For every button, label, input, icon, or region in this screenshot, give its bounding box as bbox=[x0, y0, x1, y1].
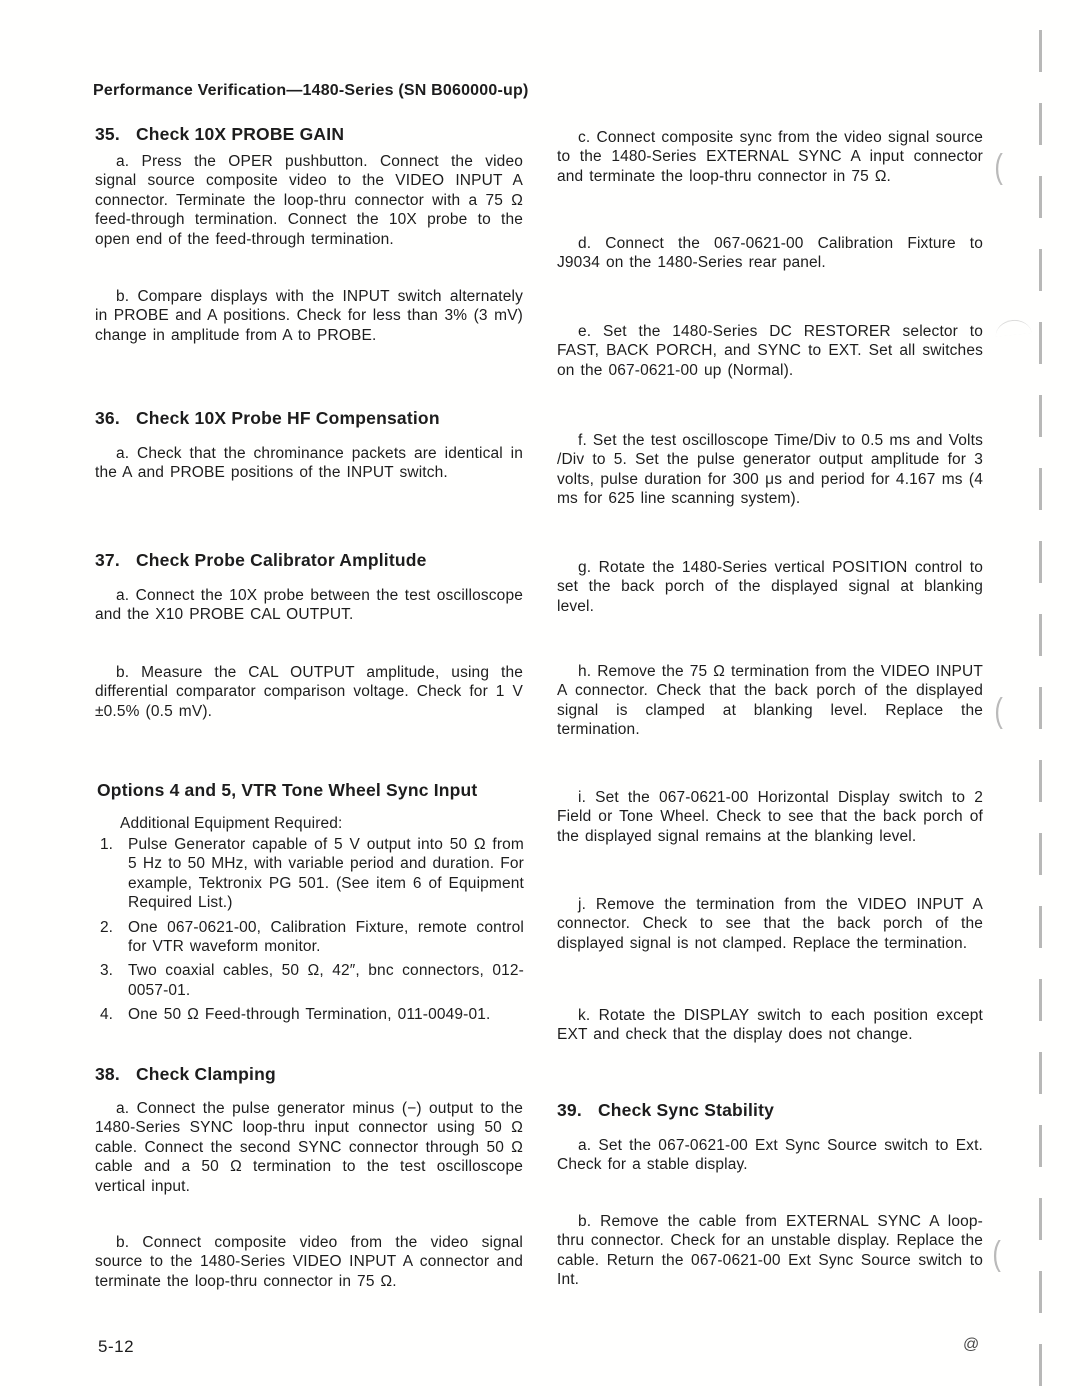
section-35-step-c: c. Connect composite sync from the video signal source to the 1480-Series EXTERNAL SYNC A input connector and terminate the loop-thru connector in 75 Ω. bbox=[557, 129, 983, 185]
section-38-number: 38. bbox=[95, 1064, 120, 1084]
section-37-heading bbox=[95, 550, 427, 571]
scan-artifact-edge-marks bbox=[1039, 30, 1042, 1390]
footer-copyright-mark: @ bbox=[963, 1336, 980, 1353]
section-37-number: 37. bbox=[95, 550, 120, 570]
list-item bbox=[100, 918, 524, 957]
section-39-step-a: a. Set the 067-0621-00 Ext Sync Source switch to Ext. Check for a stable display. bbox=[557, 1137, 983, 1174]
section-39-step-b: b. Remove the cable from EXTERNAL SYNC A loop-thru connector. Check for an unstable display. Replace the cable. Return the 067-0621-00 Ext Sync Source switch to Int. bbox=[557, 1213, 983, 1289]
list-item-number: 3. bbox=[100, 962, 113, 980]
list-item-number: 1. bbox=[100, 836, 113, 853]
section-36-heading bbox=[95, 408, 440, 429]
list-item-text: One 067-0621-00, Calibration Fixture, remote control for VTR waveform monitor. bbox=[128, 918, 524, 956]
section-37-step-b: b. Measure the CAL OUTPUT amplitude, using the differential comparator comparison voltage. Check for 1 V ±0.5% (0.5 mV). bbox=[95, 664, 523, 720]
section-39-heading bbox=[557, 1100, 774, 1121]
list-item-text: Two coaxial cables, 50 Ω, 42″, bnc connectors, 012-0057-01. bbox=[128, 962, 524, 999]
scan-artifact-paren-mark: ( bbox=[992, 1235, 1001, 1273]
options-equipment-list bbox=[100, 835, 524, 1030]
section-35-step-a: a. Press the OPER pushbutton. Connect the video signal source composite video to the VIDEO INPUT A connector. Terminate the loop-thru connector with a 75 Ω feed-through termination. Connect the 10X probe to the open end of the feed-through termination. bbox=[95, 153, 523, 248]
section-35-number: 35. bbox=[95, 124, 120, 144]
section-35-step-d: d. Connect the 067-0621-00 Calibration Fixture to J9034 on the 1480-Series rear panel. bbox=[557, 235, 983, 272]
section-37-step-a: a. Connect the 10X probe between the test oscilloscope and the X10 PROBE CAL OUTPUT. bbox=[95, 587, 523, 624]
section-35-step-h: h. Remove the 75 Ω termination from the VIDEO INPUT A connector. Check that the back porch of the displayed signal is clamped at blanking level. Replace the termination. bbox=[557, 663, 983, 739]
scan-artifact-paren-mark: ( bbox=[994, 692, 1003, 730]
section-39-number: 39. bbox=[557, 1100, 582, 1120]
list-item bbox=[100, 961, 524, 1000]
options-heading: Options 4 and 5, VTR Tone Wheel Sync Input bbox=[97, 780, 478, 800]
section-36-title: Check 10X Probe HF Compensation bbox=[135, 408, 440, 428]
section-36-number: 36. bbox=[95, 408, 120, 428]
list-item-text: Pulse Generator capable of 5 V output into 50 Ω from 5 Hz to 50 MHz, with variable period and duration. For example, Tektronix PG 501. (See item 6 of Equipment Required List.) bbox=[128, 836, 524, 912]
section-38-step-b: b. Connect composite video from the video signal source to the 1480-Series VIDEO INPUT A connector and terminate the loop-thru connector in 75 Ω. bbox=[95, 1234, 523, 1290]
running-header: Performance Verification—1480-Series (SN B060000-up) bbox=[93, 82, 529, 99]
list-item-text: One 50 Ω Feed-through Termination, 011-0049-01. bbox=[128, 1006, 491, 1024]
scan-artifact-paren-mark: ( bbox=[994, 148, 1003, 186]
section-35-step-b: b. Compare displays with the INPUT switch alternately in PROBE and A positions. Check for less than 3% (3 mV) change in amplitude from A to PROBE. bbox=[95, 288, 523, 344]
options-equipment-intro: Additional Equipment Required: bbox=[120, 815, 343, 832]
section-35-step-j: j. Remove the termination from the VIDEO INPUT A connector. Check to see that the back porch of the displayed signal is not clamped. Replace the termination. bbox=[557, 896, 983, 952]
section-35-step-f: f. Set the test oscilloscope Time/Div to 0.5 ms and Volts /Div to 5. Set the pulse generator output amplitude for 3 volts, pulse duration for 300 μs and period for 4.167 ms (4 ms for 625 line scanning system). bbox=[557, 432, 983, 508]
section-35-step-i: i. Set the 067-0621-00 Horizontal Display switch to 2 Field or Tone Wheel. Check to see that the back porch of the displayed signal remains at the blanking level. bbox=[557, 789, 983, 845]
list-item bbox=[100, 835, 524, 913]
list-item bbox=[100, 1005, 524, 1024]
section-35-step-g: g. Rotate the 1480-Series vertical POSITION control to set the back porch of the displayed signal at blanking level. bbox=[557, 559, 983, 615]
section-37-title: Check Probe Calibrator Amplitude bbox=[135, 550, 427, 570]
section-39-title: Check Sync Stability bbox=[597, 1100, 775, 1120]
section-38-heading bbox=[95, 1064, 276, 1085]
list-item-number: 2. bbox=[100, 918, 113, 936]
section-35-step-k: k. Rotate the DISPLAY switch to each position except EXT and check that the display does not change. bbox=[557, 1007, 983, 1044]
page-number: 5-12 bbox=[98, 1337, 135, 1356]
section-35-title: Check 10X PROBE GAIN bbox=[135, 124, 345, 144]
section-35-step-e: e. Set the 1480-Series DC RESTORER selector to FAST, BACK PORCH, and SYNC to EXT. Set all switches on the 067-0621-00 up (Normal). bbox=[557, 323, 983, 379]
section-35-heading bbox=[95, 124, 344, 145]
section-38-step-a: a. Connect the pulse generator minus (−) output to the 1480-Series SYNC loop-thru input connector using 50 Ω cable. Connect the second SYNC connector through 50 Ω cable and a 50 Ω termination to the test oscilloscope vertical input. bbox=[95, 1100, 523, 1195]
section-38-title: Check Clamping bbox=[135, 1064, 276, 1084]
section-36-step-a: a. Check that the chrominance packets are identical in the A and PROBE positions of the INPUT switch. bbox=[95, 445, 523, 482]
list-item-number: 4. bbox=[100, 1006, 113, 1024]
scan-artifact-smudge bbox=[994, 318, 1031, 337]
